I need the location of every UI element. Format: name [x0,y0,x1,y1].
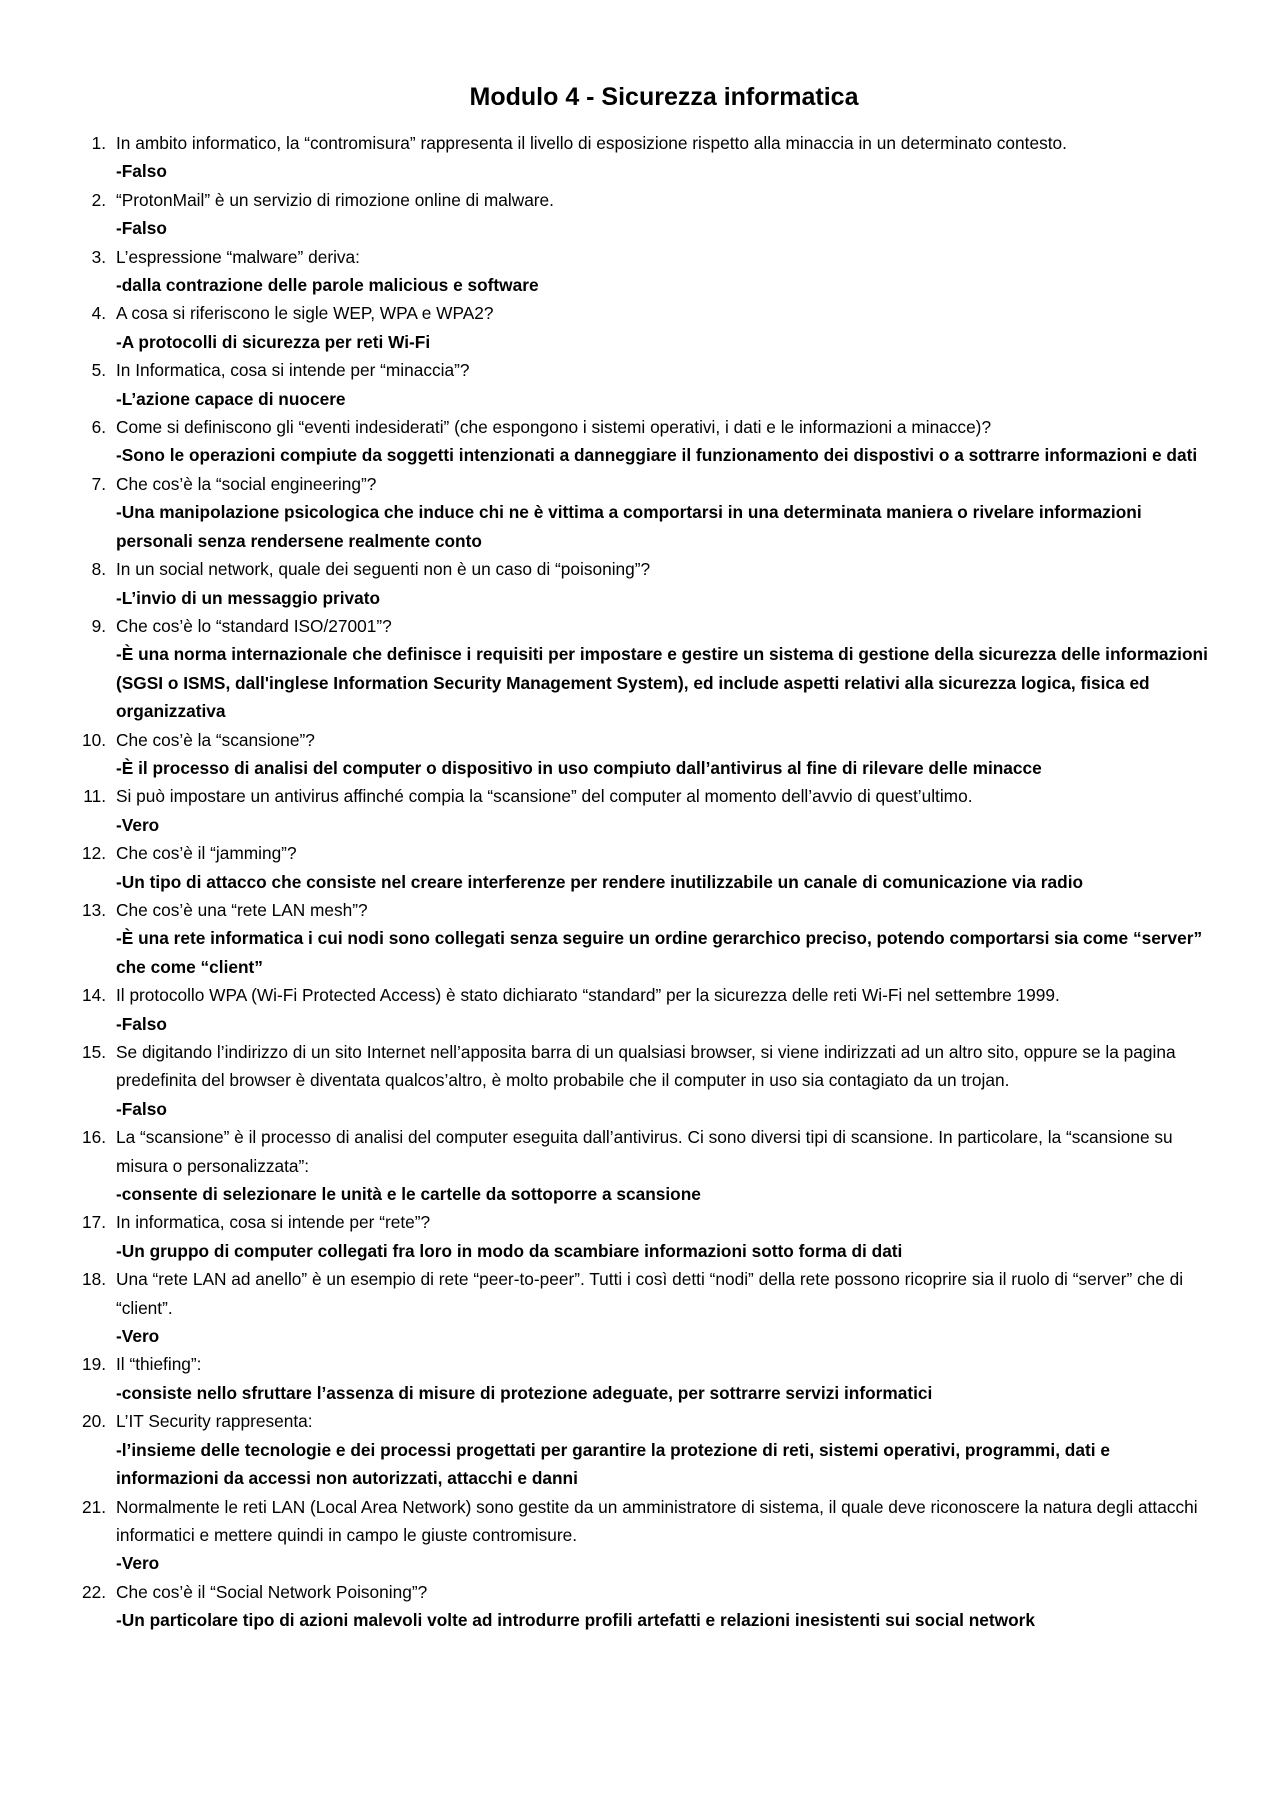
answer-text: -Falso [116,1098,167,1119]
question-item [78,1493,1210,1578]
question-number: 2. [91,189,106,210]
question-text: L’IT Security rappresenta: [116,1411,313,1432]
question-text: Si può impostare un antivirus affinché compia la “scansione” del computer al momento dell’avvio di quest’ultimo. [116,786,973,807]
answer-text: -l’insieme delle tecnologie e dei processi progettati per garantire la protezione di reti, sistemi operativi, programmi, dati e informazioni da accessi non autorizzati, attacchi e danni [116,1439,1110,1489]
question-item [78,1578,1210,1635]
question-item [78,1265,1210,1350]
question-number: 19. [81,1354,106,1375]
question-text: Una “rete LAN ad anello” è un esempio di rete “peer-to-peer”. Tutti i così detti “nodi” della rete possono ricoprire sia il ruolo di “server” che di “client”. [116,1269,1184,1318]
question-item [78,839,1210,896]
question-text: Il “thiefing”: [116,1354,202,1375]
answer-text: -Una manipolazione psicologica che induce chi ne è vittima a comportarsi in una determinata maniera o rivelare informazioni personali senza rendersene realmente conto [116,502,1142,551]
question-item [78,413,1210,470]
question-item [78,1208,1210,1265]
question-text: La “scansione” è il processo di analisi del computer eseguita dall’antivirus. Ci sono diversi tipi di scansione. In particolare, la “scansione su misura o personalizzata”: [116,1127,1173,1176]
question-text: Che cos’è lo “standard ISO/27001”? [116,615,392,636]
question-number: 16. [81,1127,106,1148]
question-item [78,299,1210,356]
answer-text: -È una norma internazionale che definisce i requisiti per impostare e gestire un sistema di gestione della sicurezza delle informazioni (SGSI o ISMS, dall'inglese Information Security Management System), ed include aspetti relativi alla sicurezza logica, fisica ed organizzativa [116,644,1208,722]
question-number: 4. [91,303,106,324]
question-number: 20. [81,1411,106,1432]
question-number: 8. [91,559,106,580]
question-number: 15. [81,1042,106,1062]
question-text: Che cos’è una “rete LAN mesh”? [116,899,368,920]
question-number: 12. [81,843,106,864]
answer-text: -È il processo di analisi del computer o dispositivo in uso compiuto dall’antivirus al fine di rilevare delle minacce [116,757,1042,778]
question-text: “ProtonMail” è un servizio di rimozione online di malware. [116,189,554,210]
question-number: 9. [91,615,106,636]
question-text: L’espressione “malware” deriva: [116,246,360,267]
question-number: 1. [91,133,106,153]
question-number: 6. [91,417,106,438]
question-text: Che cos’è il “Social Network Poisoning”? [116,1581,428,1602]
answer-text: -L’azione capace di nuocere [116,388,346,409]
question-item [78,782,1210,839]
answer-text: -Falso [116,1013,167,1034]
question-number: 14. [81,985,106,1006]
question-list [78,129,1210,1635]
answer-text: -Vero [116,1326,160,1347]
answer-text: -A protocolli di sicurezza per reti Wi-Fi [116,331,431,352]
question-item [78,356,1210,413]
question-text: In ambito informatico, la “contromisura” rappresenta il livello di esposizione rispetto alla minaccia in un determinato contesto. [116,133,1067,153]
question-item [78,1350,1210,1407]
answer-text: -Falso [116,218,167,239]
answer-text: -consente di selezionare le unità e le cartelle da sottoporre a scansione [116,1184,701,1205]
question-number: 3. [91,246,106,267]
question-item [78,186,1210,243]
question-number: 18. [81,1269,106,1290]
question-item [78,1038,1210,1123]
answer-text: -consiste nello sfruttare l’assenza di misure di protezione adeguate, per sottrarre servizi informatici [116,1382,933,1403]
answer-text: -Vero [116,814,160,835]
page-title: Modulo 4 - Sicurezza informatica [469,83,859,111]
question-number: 22. [81,1581,106,1602]
question-item [78,555,1210,612]
question-item [78,243,1210,300]
answer-text: -L’invio di un messaggio privato [116,587,381,608]
question-text: In un social network, quale dei seguenti non è un caso di “poisoning”? [116,559,651,580]
question-item [78,1123,1210,1208]
answer-text: -Un tipo di attacco che consiste nel creare interferenze per rendere inutilizzabile un canale di comunicazione via radio [116,871,1084,892]
question-text: Se digitando l’indirizzo di un sito Internet nell’apposita barra di un qualsiasi browser, si viene indirizzati ad un altro sito, oppure se la pagina predefinita del browser è diventata qualcos’altro, è molto probabile che il computer in uso sia contagiato da un trojan. [116,1042,1176,1091]
question-text: Normalmente le reti LAN (Local Area Network) sono gestite da un amministratore di sistema, il quale deve riconoscere la natura degli attacchi informatici e mettere quindi in campo le giuste contromisure. [116,1496,1198,1545]
question-item [78,129,1210,186]
answer-text: -Falso [116,161,167,182]
question-text: A cosa si riferiscono le sigle WEP, WPA e WPA2? [116,303,494,324]
question-item [78,470,1210,555]
question-item [78,981,1210,1038]
question-number: 5. [91,360,106,381]
question-number: 7. [91,473,106,494]
question-item [78,896,1210,981]
question-text: Il protocollo WPA (Wi-Fi Protected Access) è stato dichiarato “standard” per la sicurezza delle reti Wi-Fi nel settembre 1999. [116,985,1060,1006]
question-item [78,726,1210,783]
question-item [78,612,1210,726]
question-text: Che cos’è la “social engineering”? [116,473,377,494]
answer-text: -Vero [116,1553,160,1574]
question-text: In informatica, cosa si intende per “rete”? [116,1212,431,1233]
answer-text: -dalla contrazione delle parole malicious e software [116,275,539,296]
answer-text: -È una rete informatica i cui nodi sono collegati senza seguire un ordine gerarchico preciso, potendo comportarsi sia come “server” che come “client” [116,928,1203,977]
question-number: 13. [81,899,106,920]
answer-text: -Sono le operazioni compiute da soggetti intenzionati a danneggiare il funzionamento dei dispostivi o a sottrarre informazioni e dati [116,445,1198,466]
question-number: 11. [83,786,106,807]
question-number: 10. [81,729,106,750]
question-item [78,1407,1210,1492]
question-text: Che cos’è il “jamming”? [116,843,297,864]
question-number: 17. [81,1212,106,1233]
question-text: In Informatica, cosa si intende per “minaccia”? [116,360,470,381]
answer-text: -Un gruppo di computer collegati fra loro in modo da scambiare informazioni sotto forma di dati [116,1240,903,1261]
question-text: Che cos’è la “scansione”? [116,729,315,750]
answer-text: -Un particolare tipo di azioni malevoli volte ad introdurre profili artefatti e relazioni inesistenti sui social network [116,1610,1035,1631]
question-text: Come si definiscono gli “eventi indesiderati” (che espongono i sistemi operativi, i dati e le informazioni a minacce)? [116,417,992,438]
question-number: 21. [81,1496,106,1517]
